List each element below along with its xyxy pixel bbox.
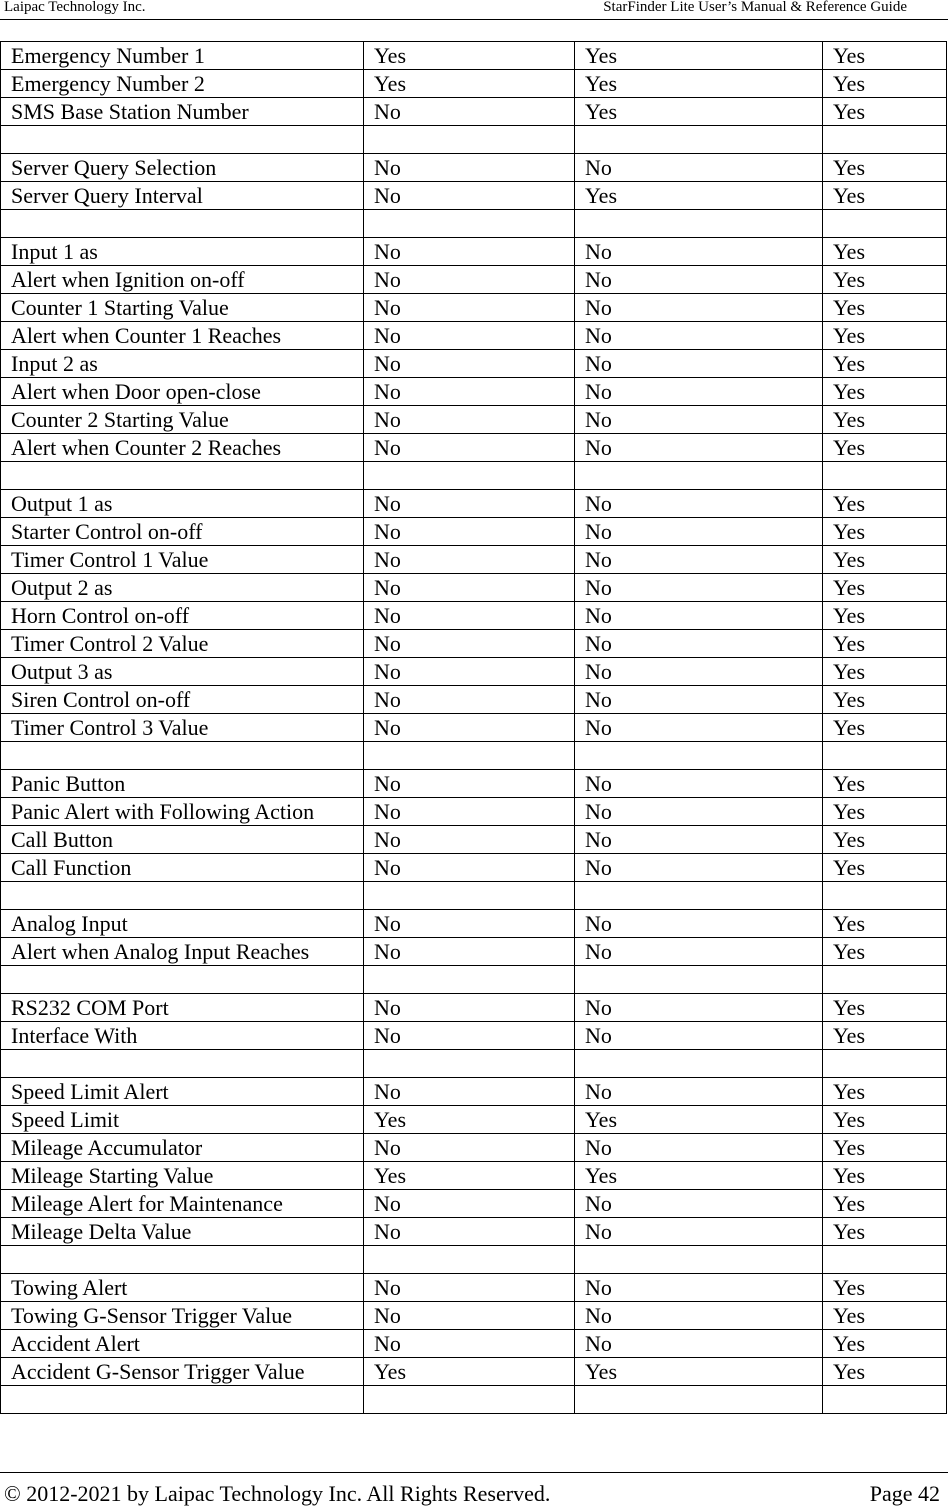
- value-cell-col4: [823, 126, 947, 154]
- value-cell-col2: [364, 1050, 575, 1078]
- value-cell-col3: Yes: [575, 42, 823, 70]
- value-cell-col4: Yes: [823, 490, 947, 518]
- value-cell-col3: No: [575, 1274, 823, 1302]
- value-cell-col2: No: [364, 434, 575, 462]
- setting-name-cell: [1, 1246, 364, 1274]
- value-cell-col3: No: [575, 1022, 823, 1050]
- table-row: [1, 1134, 947, 1162]
- setting-name-cell: Accident Alert: [1, 1330, 364, 1358]
- value-cell-col4: Yes: [823, 1358, 947, 1386]
- setting-name-cell: Analog Input: [1, 910, 364, 938]
- value-cell-col4: Yes: [823, 518, 947, 546]
- value-cell-col2: No: [364, 546, 575, 574]
- setting-name-cell: Counter 2 Starting Value: [1, 406, 364, 434]
- value-cell-col4: Yes: [823, 910, 947, 938]
- value-cell-col2: Yes: [364, 1106, 575, 1134]
- value-cell-col4: Yes: [823, 238, 947, 266]
- value-cell-col3: No: [575, 350, 823, 378]
- setting-name-cell: Emergency Number 2: [1, 70, 364, 98]
- value-cell-col3: No: [575, 994, 823, 1022]
- value-cell-col2: No: [364, 826, 575, 854]
- setting-name-cell: Speed Limit Alert: [1, 1078, 364, 1106]
- value-cell-col3: No: [575, 854, 823, 882]
- value-cell-col4: Yes: [823, 378, 947, 406]
- table-row: [1, 70, 947, 98]
- setting-name-cell: Panic Button: [1, 770, 364, 798]
- value-cell-col4: [823, 210, 947, 238]
- value-cell-col2: No: [364, 910, 575, 938]
- value-cell-col4: Yes: [823, 1022, 947, 1050]
- table-row: [1, 154, 947, 182]
- value-cell-col2: No: [364, 994, 575, 1022]
- setting-name-cell: Siren Control on-off: [1, 686, 364, 714]
- value-cell-col3: [575, 1050, 823, 1078]
- value-cell-col4: Yes: [823, 1162, 947, 1190]
- table-row: [1, 1274, 947, 1302]
- value-cell-col4: Yes: [823, 294, 947, 322]
- table-row: [1, 630, 947, 658]
- table-row: [1, 1078, 947, 1106]
- value-cell-col4: Yes: [823, 854, 947, 882]
- value-cell-col2: No: [364, 1022, 575, 1050]
- table-row: [1, 490, 947, 518]
- value-cell-col3: No: [575, 602, 823, 630]
- table-row: [1, 322, 947, 350]
- value-cell-col4: Yes: [823, 182, 947, 210]
- table-row: [1, 966, 947, 994]
- value-cell-col3: No: [575, 686, 823, 714]
- table-row: [1, 1302, 947, 1330]
- value-cell-col2: [364, 126, 575, 154]
- table-row: [1, 238, 947, 266]
- setting-name-cell: Timer Control 1 Value: [1, 546, 364, 574]
- value-cell-col2: No: [364, 182, 575, 210]
- header-company: Laipac Technology Inc.: [4, 0, 146, 15]
- setting-name-cell: RS232 COM Port: [1, 994, 364, 1022]
- value-cell-col2: No: [364, 294, 575, 322]
- setting-name-cell: Mileage Starting Value: [1, 1162, 364, 1190]
- value-cell-col2: [364, 1386, 575, 1414]
- table-row: [1, 798, 947, 826]
- value-cell-col4: Yes: [823, 1302, 947, 1330]
- setting-name-cell: Alert when Analog Input Reaches: [1, 938, 364, 966]
- setting-name-cell: [1, 210, 364, 238]
- value-cell-col4: Yes: [823, 994, 947, 1022]
- table-row: [1, 462, 947, 490]
- value-cell-col4: Yes: [823, 574, 947, 602]
- table-row: [1, 378, 947, 406]
- setting-name-cell: Output 3 as: [1, 658, 364, 686]
- table-row: [1, 574, 947, 602]
- value-cell-col3: [575, 210, 823, 238]
- setting-name-cell: Alert when Counter 2 Reaches: [1, 434, 364, 462]
- value-cell-col4: Yes: [823, 1218, 947, 1246]
- value-cell-col3: No: [575, 658, 823, 686]
- value-cell-col4: [823, 966, 947, 994]
- value-cell-col4: Yes: [823, 350, 947, 378]
- value-cell-col3: No: [575, 238, 823, 266]
- setting-name-cell: Alert when Counter 1 Reaches: [1, 322, 364, 350]
- value-cell-col2: [364, 210, 575, 238]
- table-row: [1, 266, 947, 294]
- value-cell-col4: Yes: [823, 154, 947, 182]
- value-cell-col4: [823, 1386, 947, 1414]
- setting-name-cell: SMS Base Station Number: [1, 98, 364, 126]
- setting-name-cell: [1, 1050, 364, 1078]
- setting-name-cell: Alert when Ignition on-off: [1, 266, 364, 294]
- value-cell-col3: No: [575, 294, 823, 322]
- value-cell-col2: No: [364, 602, 575, 630]
- table-row: [1, 406, 947, 434]
- value-cell-col4: Yes: [823, 658, 947, 686]
- setting-name-cell: [1, 882, 364, 910]
- footer-copyright: © 2012-2021 by Laipac Technology Inc. All Rights Reserved.: [4, 1481, 551, 1506]
- value-cell-col2: No: [364, 1190, 575, 1218]
- value-cell-col3: Yes: [575, 1162, 823, 1190]
- setting-name-cell: Horn Control on-off: [1, 602, 364, 630]
- value-cell-col2: Yes: [364, 70, 575, 98]
- value-cell-col2: [364, 742, 575, 770]
- value-cell-col3: No: [575, 266, 823, 294]
- value-cell-col4: Yes: [823, 1190, 947, 1218]
- setting-name-cell: Counter 1 Starting Value: [1, 294, 364, 322]
- table-row: [1, 1190, 947, 1218]
- setting-name-cell: Accident G-Sensor Trigger Value: [1, 1358, 364, 1386]
- value-cell-col3: Yes: [575, 182, 823, 210]
- table-row: [1, 882, 947, 910]
- value-cell-col4: Yes: [823, 70, 947, 98]
- table-row: [1, 294, 947, 322]
- value-cell-col3: Yes: [575, 1106, 823, 1134]
- value-cell-col2: Yes: [364, 1358, 575, 1386]
- setting-name-cell: Towing G-Sensor Trigger Value: [1, 1302, 364, 1330]
- table-row: [1, 98, 947, 126]
- value-cell-col4: Yes: [823, 434, 947, 462]
- setting-name-cell: Output 2 as: [1, 574, 364, 602]
- value-cell-col4: Yes: [823, 630, 947, 658]
- table-row: [1, 1386, 947, 1414]
- settings-table: [0, 41, 947, 1414]
- value-cell-col2: Yes: [364, 42, 575, 70]
- table-row: [1, 182, 947, 210]
- setting-name-cell: Starter Control on-off: [1, 518, 364, 546]
- table-row: [1, 1218, 947, 1246]
- value-cell-col4: [823, 1050, 947, 1078]
- value-cell-col2: No: [364, 1302, 575, 1330]
- setting-name-cell: Input 1 as: [1, 238, 364, 266]
- value-cell-col3: No: [575, 434, 823, 462]
- table-row: [1, 854, 947, 882]
- value-cell-col2: No: [364, 938, 575, 966]
- value-cell-col4: [823, 742, 947, 770]
- setting-name-cell: [1, 742, 364, 770]
- value-cell-col2: No: [364, 686, 575, 714]
- value-cell-col2: No: [364, 770, 575, 798]
- setting-name-cell: Mileage Accumulator: [1, 1134, 364, 1162]
- table-row: [1, 518, 947, 546]
- value-cell-col2: No: [364, 154, 575, 182]
- value-cell-col4: Yes: [823, 322, 947, 350]
- setting-name-cell: Speed Limit: [1, 1106, 364, 1134]
- value-cell-col2: No: [364, 658, 575, 686]
- value-cell-col3: No: [575, 798, 823, 826]
- setting-name-cell: Interface With: [1, 1022, 364, 1050]
- value-cell-col2: No: [364, 266, 575, 294]
- value-cell-col4: Yes: [823, 266, 947, 294]
- value-cell-col2: No: [364, 518, 575, 546]
- footer-page-number: Page 42: [869, 1481, 940, 1506]
- value-cell-col3: No: [575, 518, 823, 546]
- value-cell-col4: Yes: [823, 406, 947, 434]
- value-cell-col3: No: [575, 490, 823, 518]
- value-cell-col2: No: [364, 854, 575, 882]
- value-cell-col3: No: [575, 910, 823, 938]
- setting-name-cell: Panic Alert with Following Action: [1, 798, 364, 826]
- value-cell-col3: No: [575, 1078, 823, 1106]
- value-cell-col2: No: [364, 630, 575, 658]
- table-row: [1, 910, 947, 938]
- value-cell-col2: [364, 966, 575, 994]
- value-cell-col4: Yes: [823, 1106, 947, 1134]
- value-cell-col3: No: [575, 826, 823, 854]
- table-row: [1, 742, 947, 770]
- value-cell-col3: [575, 1246, 823, 1274]
- value-cell-col2: No: [364, 350, 575, 378]
- setting-name-cell: Server Query Selection: [1, 154, 364, 182]
- value-cell-col2: No: [364, 1274, 575, 1302]
- value-cell-col2: No: [364, 238, 575, 266]
- table-row: [1, 1106, 947, 1134]
- table-row: [1, 434, 947, 462]
- value-cell-col3: No: [575, 378, 823, 406]
- value-cell-col4: [823, 882, 947, 910]
- value-cell-col3: No: [575, 322, 823, 350]
- table-row: [1, 1246, 947, 1274]
- value-cell-col2: No: [364, 1218, 575, 1246]
- value-cell-col3: No: [575, 714, 823, 742]
- value-cell-col2: No: [364, 1134, 575, 1162]
- table-row: [1, 350, 947, 378]
- value-cell-col4: Yes: [823, 714, 947, 742]
- value-cell-col3: No: [575, 938, 823, 966]
- table-row: [1, 602, 947, 630]
- table-row: [1, 42, 947, 70]
- value-cell-col3: [575, 126, 823, 154]
- setting-name-cell: Mileage Delta Value: [1, 1218, 364, 1246]
- header-document-title: StarFinder Lite User’s Manual & Reference Guide: [603, 0, 907, 15]
- value-cell-col3: No: [575, 154, 823, 182]
- setting-name-cell: Output 1 as: [1, 490, 364, 518]
- value-cell-col2: No: [364, 490, 575, 518]
- value-cell-col3: [575, 966, 823, 994]
- value-cell-col4: [823, 1246, 947, 1274]
- page-header: [0, 0, 948, 20]
- value-cell-col4: Yes: [823, 42, 947, 70]
- value-cell-col3: [575, 742, 823, 770]
- value-cell-col2: No: [364, 574, 575, 602]
- table-row: [1, 210, 947, 238]
- value-cell-col4: Yes: [823, 98, 947, 126]
- setting-name-cell: Input 2 as: [1, 350, 364, 378]
- value-cell-col3: Yes: [575, 1358, 823, 1386]
- value-cell-col3: Yes: [575, 98, 823, 126]
- table-row: [1, 714, 947, 742]
- value-cell-col2: No: [364, 798, 575, 826]
- value-cell-col3: No: [575, 1302, 823, 1330]
- value-cell-col3: No: [575, 1330, 823, 1358]
- setting-name-cell: Alert when Door open-close: [1, 378, 364, 406]
- table-row: [1, 938, 947, 966]
- table-row: [1, 686, 947, 714]
- value-cell-col4: [823, 462, 947, 490]
- setting-name-cell: Call Function: [1, 854, 364, 882]
- value-cell-col4: Yes: [823, 938, 947, 966]
- value-cell-col4: Yes: [823, 602, 947, 630]
- setting-name-cell: Timer Control 2 Value: [1, 630, 364, 658]
- value-cell-col4: Yes: [823, 1078, 947, 1106]
- value-cell-col4: Yes: [823, 1330, 947, 1358]
- value-cell-col3: [575, 882, 823, 910]
- value-cell-col4: Yes: [823, 1274, 947, 1302]
- value-cell-col3: No: [575, 574, 823, 602]
- value-cell-col2: [364, 882, 575, 910]
- setting-name-cell: Emergency Number 1: [1, 42, 364, 70]
- table-row: [1, 1162, 947, 1190]
- setting-name-cell: [1, 1386, 364, 1414]
- value-cell-col2: No: [364, 378, 575, 406]
- value-cell-col3: No: [575, 1190, 823, 1218]
- table-row: [1, 546, 947, 574]
- table-row: [1, 658, 947, 686]
- setting-name-cell: Server Query Interval: [1, 182, 364, 210]
- table-row: [1, 826, 947, 854]
- table-row: [1, 1358, 947, 1386]
- value-cell-col3: Yes: [575, 70, 823, 98]
- setting-name-cell: [1, 126, 364, 154]
- table-row: [1, 1330, 947, 1358]
- value-cell-col4: Yes: [823, 1134, 947, 1162]
- value-cell-col3: No: [575, 406, 823, 434]
- value-cell-col4: Yes: [823, 770, 947, 798]
- table-row: [1, 1022, 947, 1050]
- value-cell-col3: No: [575, 630, 823, 658]
- value-cell-col4: Yes: [823, 798, 947, 826]
- setting-name-cell: Towing Alert: [1, 1274, 364, 1302]
- value-cell-col2: No: [364, 1078, 575, 1106]
- value-cell-col4: Yes: [823, 826, 947, 854]
- value-cell-col2: No: [364, 406, 575, 434]
- value-cell-col3: No: [575, 546, 823, 574]
- setting-name-cell: Timer Control 3 Value: [1, 714, 364, 742]
- value-cell-col3: No: [575, 770, 823, 798]
- setting-name-cell: Call Button: [1, 826, 364, 854]
- value-cell-col2: [364, 462, 575, 490]
- value-cell-col2: Yes: [364, 1162, 575, 1190]
- value-cell-col4: Yes: [823, 686, 947, 714]
- page-footer: [0, 1472, 948, 1506]
- value-cell-col2: No: [364, 1330, 575, 1358]
- table-row: [1, 994, 947, 1022]
- table-row: [1, 126, 947, 154]
- table-row: [1, 1050, 947, 1078]
- value-cell-col2: No: [364, 714, 575, 742]
- setting-name-cell: [1, 462, 364, 490]
- value-cell-col4: Yes: [823, 546, 947, 574]
- value-cell-col3: [575, 462, 823, 490]
- setting-name-cell: Mileage Alert for Maintenance: [1, 1190, 364, 1218]
- value-cell-col3: No: [575, 1218, 823, 1246]
- value-cell-col2: No: [364, 98, 575, 126]
- setting-name-cell: [1, 966, 364, 994]
- settings-table-body: [1, 42, 947, 1414]
- value-cell-col2: [364, 1246, 575, 1274]
- value-cell-col3: No: [575, 1134, 823, 1162]
- table-row: [1, 770, 947, 798]
- value-cell-col3: [575, 1386, 823, 1414]
- value-cell-col2: No: [364, 322, 575, 350]
